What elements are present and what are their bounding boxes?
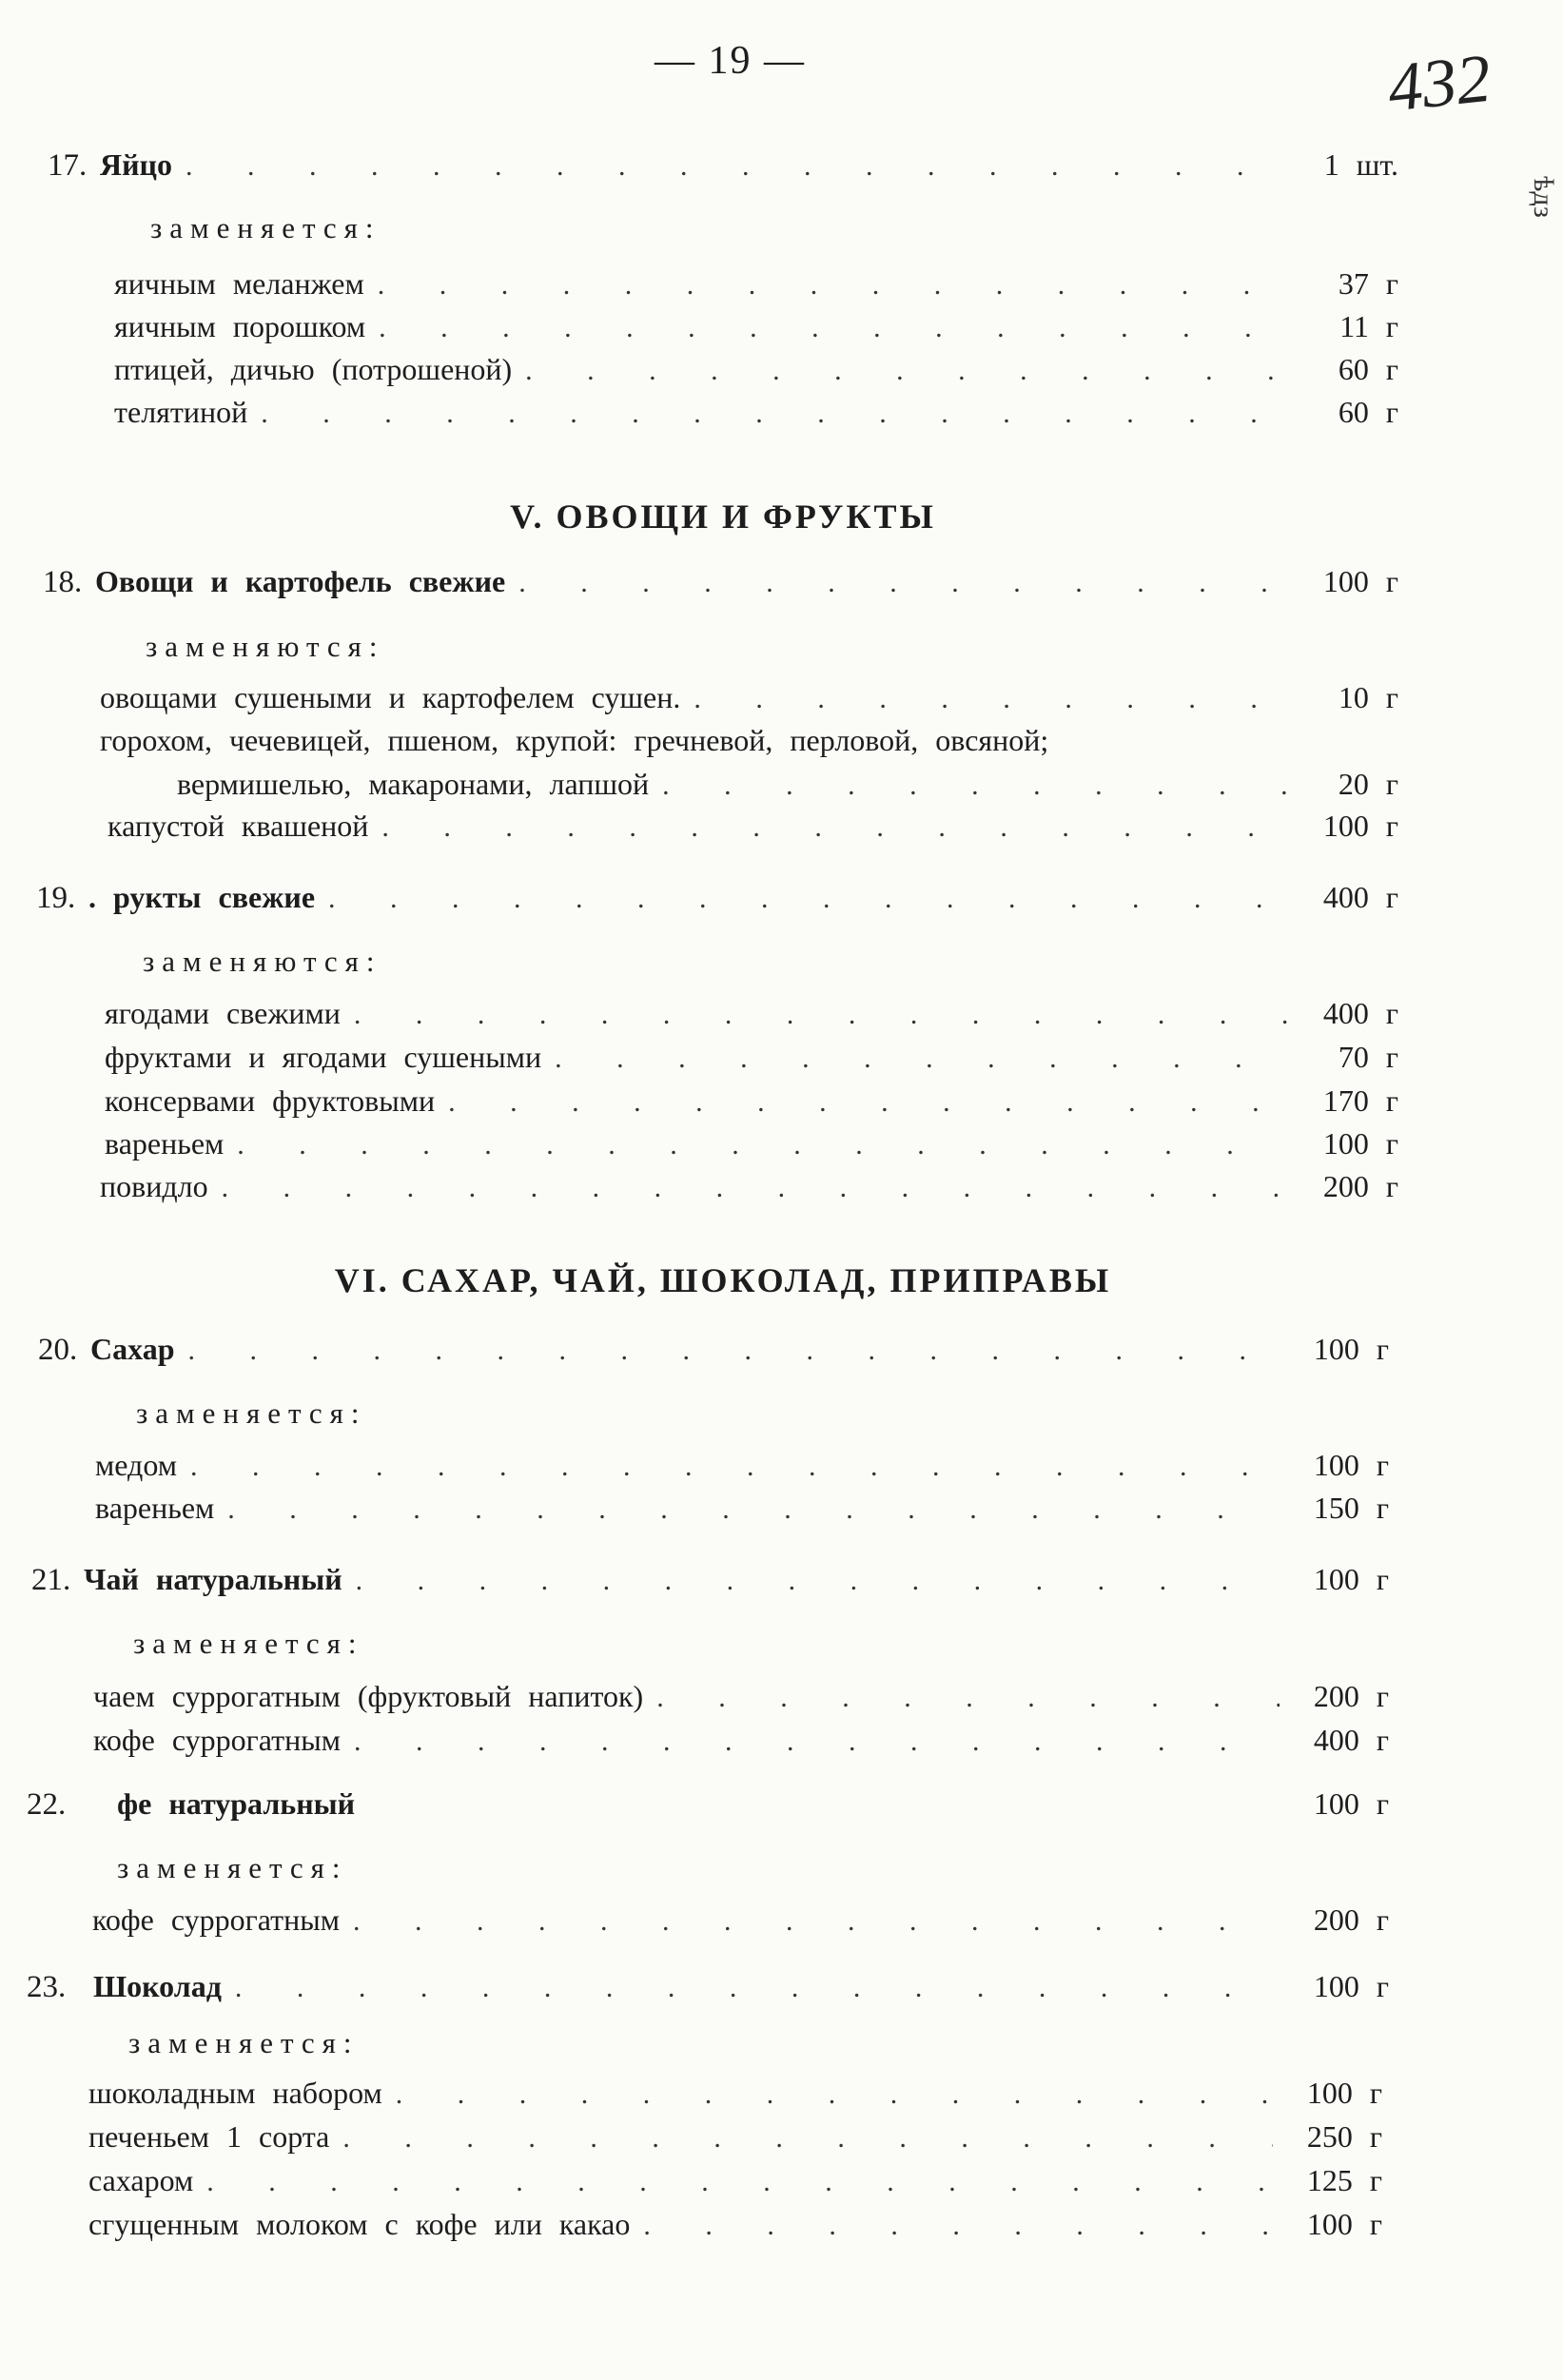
leader-dots <box>505 567 1289 599</box>
sub-row <box>93 1679 1389 1721</box>
sub-quantity: 200 г <box>1313 1902 1389 1937</box>
sub-row <box>93 1723 1389 1765</box>
sub-label: вермишелью, макаронами, лапшой <box>177 767 650 801</box>
item-label: Сахар <box>90 1332 175 1366</box>
leader-dots <box>368 811 1289 844</box>
sub-quantity: 170 г <box>1322 1083 1398 1118</box>
item-quantity: 100 г <box>1322 564 1398 598</box>
sub-quantity: 11 г <box>1339 309 1398 343</box>
leader-dots <box>341 999 1289 1031</box>
item-quantity: 400 г <box>1322 880 1398 914</box>
leader-dots <box>341 1726 1280 1758</box>
sub-label: яичным порошком <box>114 309 366 343</box>
sub-label: кофе суррогатным <box>92 1902 340 1937</box>
sub-label: консервами фруктовыми <box>105 1083 436 1118</box>
item-label: Чай натуральный <box>84 1562 342 1596</box>
sub-quantity: 60 г <box>1338 352 1398 386</box>
sub-quantity: 100 г <box>1313 1448 1389 1482</box>
substitution-heading: заменяются: <box>146 630 385 663</box>
item-quantity: 100 г <box>1313 1332 1389 1366</box>
leader-dots <box>340 1905 1280 1938</box>
sub-row <box>88 2119 1382 2161</box>
substitution-heading: заменяется: <box>150 211 381 244</box>
substitution-heading: заменяется: <box>133 1627 364 1660</box>
item-quantity: 100 г <box>1313 1969 1389 2003</box>
sub-quantity: 200 г <box>1313 1679 1389 1713</box>
item-quantity: 100 г <box>1313 1786 1389 1821</box>
handwritten-archive-number: 432 <box>1384 39 1495 127</box>
leader-dots <box>649 770 1289 802</box>
sub-row <box>107 809 1398 850</box>
sub-label: вареньем <box>105 1126 225 1161</box>
leader-dots <box>315 883 1289 915</box>
substitution-heading: заменяется: <box>117 1851 348 1884</box>
section-title-vi: VI. САХАР, ЧАЙ, ШОКОЛАД, ПРИПРАВЫ <box>334 1261 1112 1299</box>
leader-dots <box>224 1129 1289 1161</box>
section-title-v: V. ОВОЩИ И ФРУКТЫ <box>510 497 936 536</box>
leader-dots <box>680 683 1289 715</box>
sub-quantity: 250 г <box>1306 2119 1382 2154</box>
sub-quantity: 100 г <box>1306 2207 1382 2241</box>
sub-label: яичным меланжем <box>114 266 364 301</box>
item-number: 18. <box>43 565 83 599</box>
item-quantity: 100 г <box>1313 1562 1389 1596</box>
sub-row <box>100 680 1398 722</box>
sub-quantity: 20 г <box>1338 767 1398 801</box>
item-18-row <box>43 564 1398 606</box>
sub-label: чаем суррогатным (фруктовый напиток) <box>93 1679 644 1713</box>
sub-row <box>177 767 1398 809</box>
item-number: 21. <box>31 1563 71 1597</box>
leader-dots <box>174 1335 1280 1367</box>
leader-dots <box>329 2122 1273 2155</box>
sub-row <box>88 2207 1382 2249</box>
sub-label: овощами сушеными и картофелем сушен. <box>100 680 681 714</box>
sub-row <box>105 996 1398 1038</box>
item-number: 19. <box>36 881 76 915</box>
sub-quantity: 150 г <box>1313 1491 1389 1525</box>
leader-dots <box>435 1086 1289 1119</box>
sub-quantity: 70 г <box>1338 1040 1398 1074</box>
sub-quantity: 400 г <box>1322 996 1398 1030</box>
sub-row <box>92 1902 1389 1944</box>
item-23-row <box>27 1969 1389 2011</box>
sub-label: печеньем 1 сорта <box>88 2119 330 2154</box>
sub-label: медом <box>95 1448 177 1482</box>
sub-quantity: 37 г <box>1338 266 1398 301</box>
item-17-row <box>48 147 1398 189</box>
item-number: 23. <box>27 1970 67 2004</box>
sub-quantity: 125 г <box>1306 2163 1382 2197</box>
item-quantity: 1 шт. <box>1323 147 1398 182</box>
item-number: 17. <box>48 148 88 183</box>
sub-row <box>105 1126 1398 1168</box>
item-number: 20. <box>38 1333 78 1367</box>
item-21-row <box>31 1562 1389 1604</box>
sub-quantity: 200 г <box>1322 1169 1398 1203</box>
leader-dots <box>342 1565 1280 1597</box>
item-label: Яйцо <box>100 147 172 182</box>
page-number: — 19 — <box>655 39 806 83</box>
sub-quantity: 400 г <box>1313 1723 1389 1757</box>
sub-row <box>88 2076 1382 2117</box>
item-number: 22. <box>27 1787 67 1822</box>
substitution-heading: заменяется: <box>128 2026 360 2059</box>
leader-dots <box>177 1451 1280 1483</box>
sub-label: повидло <box>100 1169 208 1203</box>
sub-label: фруктами и ягодами сушеными <box>105 1040 542 1074</box>
margin-stamp: ѣдз <box>1527 176 1559 218</box>
sub-label: кофе суррогатным <box>93 1723 341 1757</box>
sub-label: вареньем <box>95 1491 215 1525</box>
item-label: Шоколад <box>93 1969 222 2003</box>
leader-dots <box>364 269 1289 302</box>
sub-quantity: 100 г <box>1306 2076 1382 2110</box>
sub-row <box>95 1491 1389 1532</box>
item-22-row <box>27 1786 1389 1828</box>
leader-dots <box>630 2210 1273 2242</box>
leader-dots <box>512 355 1289 387</box>
sub-label: капустой квашеной <box>107 809 369 843</box>
sub-row <box>114 309 1398 351</box>
sub-label: сахаром <box>88 2163 194 2197</box>
sub-label: ягодами свежими <box>105 996 341 1030</box>
sub-row <box>105 1083 1398 1125</box>
item-19-row <box>36 880 1398 922</box>
sub-quantity: 100 г <box>1322 1126 1398 1161</box>
sub-label-multiline: горохом, чечевицей, пшеном, крупой: гречневой, перловой, овсяной; <box>100 723 1049 757</box>
sub-quantity: 100 г <box>1322 809 1398 843</box>
sub-row <box>114 352 1398 394</box>
sub-row <box>114 395 1398 437</box>
leader-dots <box>247 398 1289 430</box>
sub-row <box>88 2163 1382 2205</box>
sub-label: сгущенным молоком с кофе или какао <box>88 2207 631 2241</box>
leader-dots <box>208 1172 1289 1204</box>
item-20-row <box>38 1332 1389 1374</box>
sub-quantity: 60 г <box>1338 395 1398 429</box>
item-label: фе натуральный <box>117 1786 356 1821</box>
sub-row <box>105 1040 1398 1082</box>
sub-row <box>100 1169 1398 1211</box>
substitution-heading: заменяются: <box>143 945 382 978</box>
leader-dots <box>222 1972 1280 2004</box>
leader-dots <box>541 1043 1289 1075</box>
leader-dots <box>382 2078 1273 2111</box>
sub-row <box>95 1448 1389 1490</box>
sub-label: птицей, дичью (потрошеной) <box>114 352 513 386</box>
sub-row <box>114 266 1398 308</box>
leader-dots <box>193 2166 1273 2198</box>
leader-dots <box>365 312 1289 344</box>
substitution-heading: заменяется: <box>136 1396 367 1430</box>
leader-dots <box>214 1493 1280 1526</box>
leader-dots <box>643 1682 1280 1714</box>
sub-quantity: 10 г <box>1338 680 1398 714</box>
item-label: Овощи и картофель свежие <box>95 564 506 598</box>
item-label: . рукты свежие <box>88 880 316 914</box>
leader-dots <box>172 150 1289 183</box>
sub-label: телятиной <box>114 395 248 429</box>
sub-label: шоколадным набором <box>88 2076 382 2110</box>
